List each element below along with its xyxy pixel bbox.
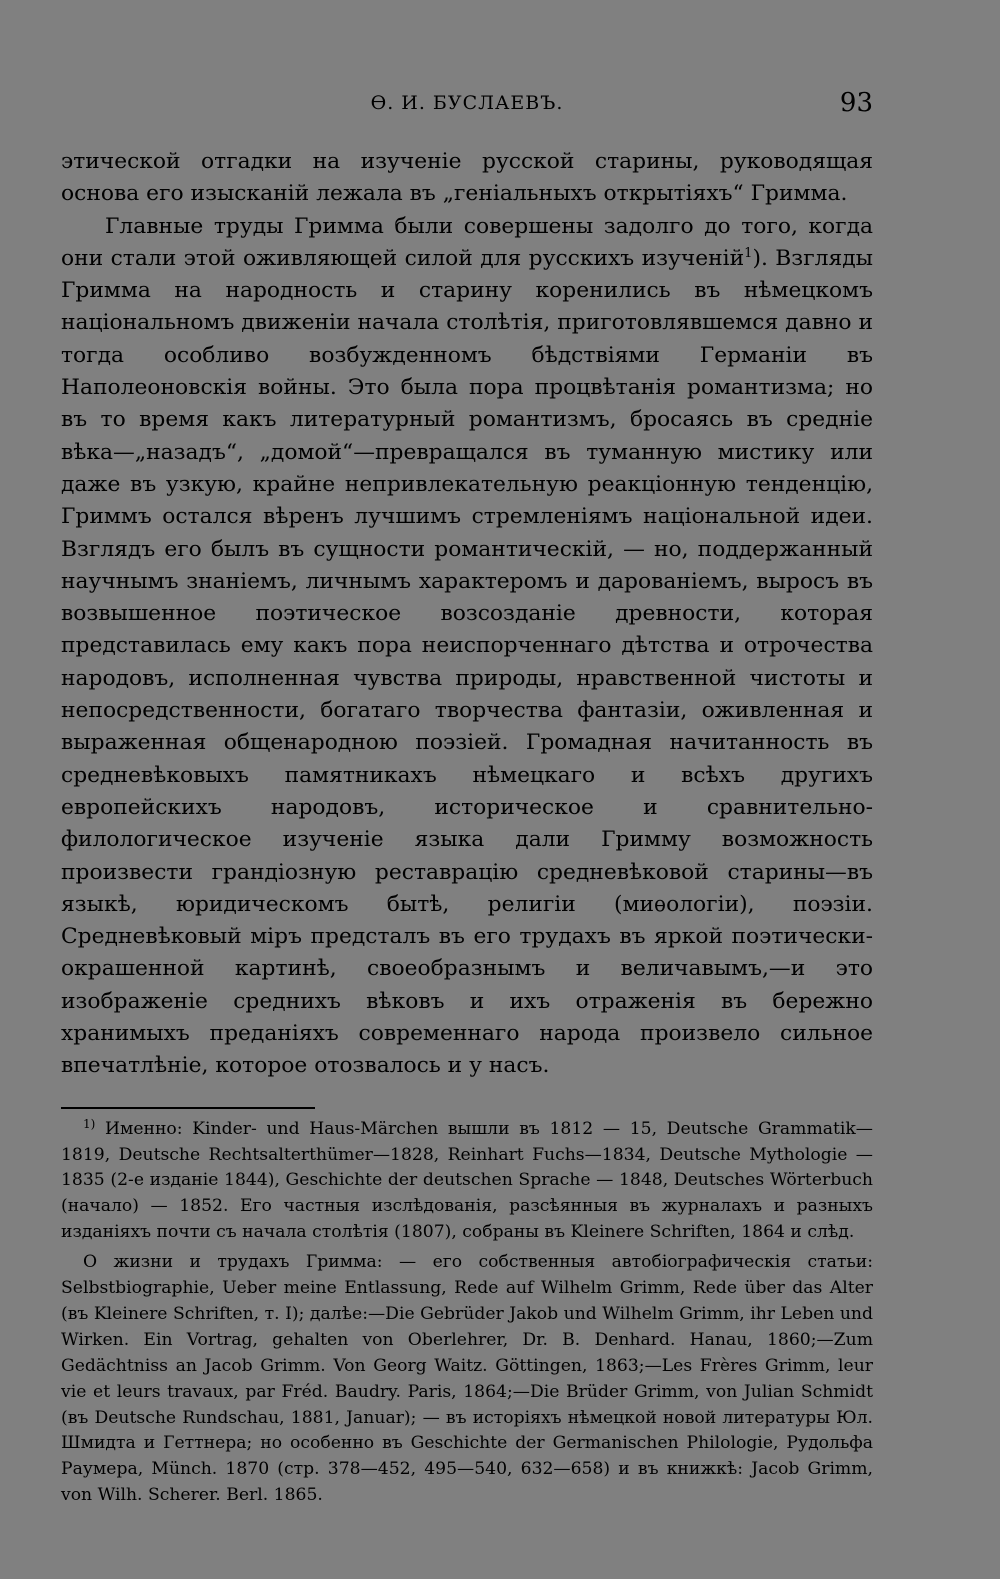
footnote-1-mark: 1) xyxy=(83,1116,96,1131)
footnote-separator xyxy=(61,1107,315,1109)
main-text xyxy=(61,146,873,1083)
paragraph-2 xyxy=(61,211,873,1083)
paragraph-2-part-1: Главные труды Гримма были совершены задолго до того, когда они стали этой оживляющей силой для русскихъ изученій xyxy=(61,213,873,271)
footnotes xyxy=(61,1117,873,1510)
footnote-1 xyxy=(61,1117,873,1247)
running-head: Ѳ. И. БУСЛАЕВЪ. xyxy=(370,92,564,114)
page-number: 93 xyxy=(839,88,873,118)
book-page xyxy=(61,88,873,1509)
footnote-1-text: Именно: Kinder- und Haus-Märchen вышли въ 1812 — 15, Deutsche Grammatik—1819, Deutsche Rechtsalterthümer—1828, Reinhart Fuchs—1834, Deutsche Mythologie — 1835 (2-е изданіе 1844), Geschichte der deutschen Sprache — 1848, Deutsches Wörterbuch (начало) — 1852. Его частныя изслѣдованія, разсѣянныя въ журналахъ и разныхъ изданіяхъ почти съ начала столѣтія (1807), собраны въ Kleinere Schriften, 1864 и слѣд. xyxy=(61,1118,873,1243)
footnote-reference-1[interactable]: 1 xyxy=(744,245,753,261)
footnote-2: О жизни и трудахъ Гримма: — его собственныя автобіографическія статьи: Selbstbiographie, Ueber meine Entlassung, Rede auf Wilhelm Grimm, Rede über das Alter (въ Kleinere Schriften, т. I); далѣе:—Die Gebrüder Jakob und Wilhelm Grimm, ihr Leben und Wirken. Ein Vortrag, gehalten von Oberlehrer, Dr. B. Denhard. Hanau, 1860;—Zum Gedächtniss an Jacob Grimm. Von Georg Waitz. Göttingen, 1863;—Les Frères Grimm, leur vie et leurs travaux, par Fréd. Baudry. Paris, 1864;—Die Brüder Grimm, von Julian Schmidt (въ Deutsche Rundschau, 1881, Januar); — въ исторіяхъ нѣмецкой новой литературы Юл. Шмидта и Геттнера; но особенно въ Geschichte der Germanischen Philologie, Рудольфа Раумера, Münch. 1870 (стр. 378—452, 495—540, 632—658) и въ книжкѣ: Jacob Grimm, von Wilh. Scherer. Berl. 1865. xyxy=(61,1252,873,1506)
paragraph-2-part-2: ). Взгляды Гримма на народность и старину коренились въ нѣмецкомъ національномъ движеніи начала столѣтія, приготовлявшемся давно и тогда особливо возбужденномъ бѣдствіями Германіи въ Наполеоновскія войны. Это была пора процвѣтанія романтизма; но въ то время какъ литературный романтизмъ, бросаясь въ средніе вѣка—„назадъ“, „домой“—превращался въ туманную мистику или даже въ узкую, крайне непривлекательную реакціонную тенденцію, Гриммъ остался вѣренъ лучшимъ стремленіямъ національной идеи. Взглядъ его былъ въ сущности романтическій, — но, поддержанный научнымъ знаніемъ, личнымъ характеромъ и дарованіемъ, выросъ въ возвышенное поэтическое возсозданіе древности, которая представилась ему какъ пора неиспорченнаго дѣтства и отрочества народовъ, исполненная чувства природы, нравственной чистоты и непосредственности, богатаго творчества фантазіи, оживленная и выраженная общенародною поэзіей. Громадная начитанность въ средневѣковыхъ памятникахъ нѣмецкаго и всѣхъ другихъ европейскихъ народовъ, историческое и сравнительно-филологическое изученіе языка дали Гримму возможность произвести грандіозную реставрацію средневѣковой старины—въ языкѣ, юридическомъ бытѣ, религіи (миѳологіи), поэзіи. Средневѣковый міръ предсталъ въ его трудахъ въ яркой поэтически-окрашенной картинѣ, своеобразнымъ и величавымъ,—и это изображеніе среднихъ вѣковъ и ихъ отраженія въ бережно хранимыхъ преданіяхъ современнаго народа произвело сильное впечатлѣніе, которое отозвалось и у насъ. xyxy=(61,245,873,1079)
page-header xyxy=(61,88,873,122)
paragraph-1: этической отгадки на изученіе русской старины, руководящая основа его изысканій лежала въ „геніальныхъ открытіяхъ“ Гримма. xyxy=(61,149,873,207)
